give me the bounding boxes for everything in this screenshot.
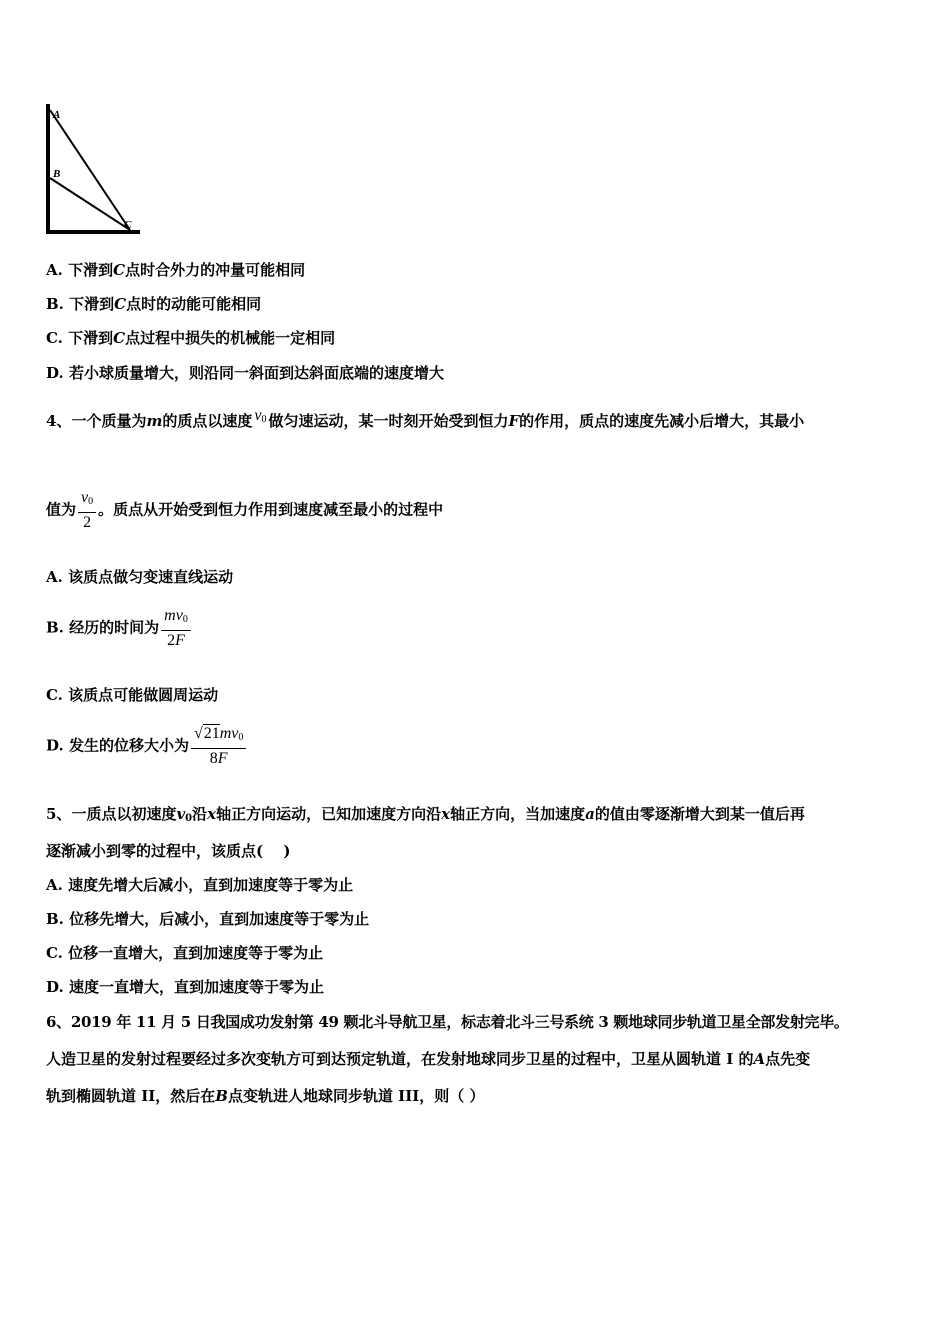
label-c: C	[124, 219, 132, 231]
option-text: 下滑到	[69, 295, 115, 313]
option-text: 速度一直增大，直到加速度等于零为止	[68, 978, 324, 996]
min-speed-fraction	[78, 488, 96, 533]
incline-bc	[50, 178, 130, 230]
q3-option-a	[46, 260, 305, 280]
sqrt-icon: √	[193, 725, 203, 742]
x-symbol: x	[441, 805, 451, 823]
option-text: 该质点可能做圆周运动	[68, 686, 219, 704]
point-c: C	[113, 261, 126, 279]
option-letter: D.	[46, 364, 64, 382]
question-number: 6、	[46, 1013, 71, 1031]
option-text: 发生的位移大小为	[68, 736, 189, 755]
label-a: A	[53, 109, 61, 121]
option-letter: C.	[46, 329, 63, 347]
point-a: A	[753, 1050, 766, 1068]
stem-text: 轴正方向运动，已知加速度方向沿	[216, 805, 442, 823]
q6-stem-line3	[46, 1086, 484, 1106]
stem-text: 值为	[46, 500, 77, 519]
option-letter: C.	[46, 686, 63, 704]
option-letter: D.	[46, 978, 64, 996]
v-subscript: 0	[261, 414, 267, 425]
stem-text: 的作用，质点的速度先减小后增大，其最小	[519, 412, 805, 430]
velocity-symbol	[254, 406, 266, 430]
q4-option-a	[46, 567, 233, 587]
x-symbol: x	[207, 805, 217, 823]
option-text: 位移一直增大，直到加速度等于零为止	[68, 944, 324, 962]
option-text: 经历的时间为	[69, 618, 160, 637]
v-letter: v	[81, 489, 89, 506]
incline-figure	[40, 98, 150, 238]
force-symbol: F	[508, 412, 520, 430]
stem-text: 一质点以初速度	[71, 805, 177, 823]
option-letter: C.	[46, 944, 63, 962]
sqrt-value: 21	[203, 725, 220, 742]
q4-stem-line2	[46, 488, 443, 533]
point-c: C	[114, 295, 127, 313]
label-b: B	[53, 168, 61, 180]
numerator: mv	[219, 725, 239, 742]
q4-option-b	[46, 606, 193, 651]
v-letter: v	[254, 407, 262, 424]
option-letter: A.	[46, 876, 63, 894]
numerator: mv	[164, 607, 183, 624]
option-letter: A.	[46, 261, 63, 279]
stem-text: 一个质量为	[71, 412, 147, 430]
question-number: 5、	[46, 805, 72, 823]
v-subscript: 0	[182, 614, 188, 625]
option-text: 位移先增大，后减小，直到加速度等于零为止	[69, 910, 370, 928]
option-text: 若小球质量增大，则沿同一斜面到达斜面底端的速度增大	[68, 364, 444, 382]
stem-text: 2019 年 11 月 5 日我国成功发射第 49 颗北斗导航卫星，标志着北斗三号系统 3 颗地球同步轨道卫星全部发射完毕。	[70, 1013, 849, 1031]
option-letter: A.	[46, 568, 63, 586]
option-text: 下滑到	[68, 329, 114, 347]
a-symbol: a	[585, 805, 595, 823]
q5-option-c	[46, 943, 323, 963]
mass-symbol: m	[146, 412, 163, 430]
stem-text: 轨到椭圆轨道 II，然后在	[46, 1087, 216, 1105]
stem-text: 做匀速运动，某一时刻开始受到恒力	[268, 412, 509, 430]
option-text: 该质点做匀变速直线运动	[68, 568, 234, 586]
force-symbol: F	[217, 750, 228, 767]
q5-stem-line1	[46, 804, 805, 829]
q4-option-d	[46, 724, 248, 769]
force-symbol: F	[175, 632, 185, 649]
stem-text: 人造卫星的发射过程要经过多次变轨方可到达预定轨道，在发射地球同步卫星的过程中，卫星从圆轨道 I 的	[46, 1050, 754, 1068]
q3-option-d	[46, 363, 444, 383]
option-text: 点时的动能可能相同	[126, 295, 262, 313]
q6-stem-line2	[46, 1049, 810, 1069]
stem-text: 沿	[192, 805, 208, 823]
q5-option-a	[46, 875, 353, 895]
v-subscript: 0	[185, 813, 193, 824]
stem-text: 的质点以速度	[162, 412, 253, 430]
option-letter: D.	[46, 736, 64, 755]
option-text: 点时合外力的冲量可能相同	[125, 261, 306, 279]
denominator-number: 8	[209, 750, 218, 767]
stem-text: 点变轨进人地球同步轨道 III，则（ ）	[227, 1087, 485, 1105]
q5-stem-line2	[46, 841, 290, 861]
q5-option-d	[46, 977, 324, 997]
stem-text: 逐渐减小到零的过程中，该质点( )	[46, 842, 291, 860]
q4-stem-line1	[46, 406, 804, 431]
q3-option-b	[46, 294, 261, 314]
v-subscript: 0	[238, 732, 244, 743]
option-letter: B.	[46, 295, 64, 313]
stem-text: 。质点从开始受到恒力作用到速度减至最小的过程中	[98, 500, 444, 519]
q3-option-c	[46, 328, 335, 348]
stem-text: 轴正方向，当加速度	[450, 805, 586, 823]
v-letter: v	[176, 805, 186, 823]
v-subscript: 0	[88, 496, 94, 507]
denominator: 2	[83, 514, 92, 531]
option-text: 下滑到	[68, 261, 114, 279]
displacement-fraction	[191, 724, 246, 769]
denominator-number: 2	[167, 632, 176, 649]
question-number: 4、	[46, 412, 72, 430]
time-fraction	[161, 606, 191, 651]
point-b: B	[215, 1087, 228, 1105]
option-text: 点过程中损失的机械能一定相同	[125, 329, 336, 347]
q4-option-c	[46, 685, 218, 705]
point-c: C	[113, 329, 126, 347]
incline-ac	[50, 110, 130, 230]
stem-text: 点先变	[765, 1050, 811, 1068]
q5-option-b	[46, 909, 369, 929]
wall	[46, 104, 50, 234]
q6-stem-line1	[46, 1012, 849, 1032]
option-letter: B.	[46, 618, 64, 637]
option-text: 速度先增大后减小，直到加速度等于零为止	[68, 876, 354, 894]
option-letter: B.	[46, 910, 64, 928]
stem-text: 的值由零逐渐增大到某一值后再	[594, 805, 805, 823]
